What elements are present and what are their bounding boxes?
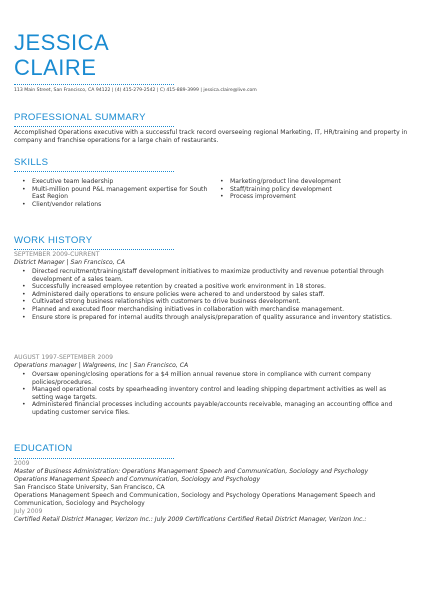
job-title: Operations manager | Walgreens, Inc | San Francisco, CA xyxy=(14,362,189,369)
education-year: July 2009 xyxy=(14,508,43,515)
job-title: District Manager | San Francisco, CA xyxy=(14,259,126,266)
divider xyxy=(14,458,174,459)
education-degree: Master of Business Administration: Operations Management Speech and Communication, Sociology and Psychology Operations Management Speech and Communication, Sociology and Psychology xyxy=(14,468,369,483)
job-bullet: • Managed operational costs by spearheading inventory control and leading shipping department activities as well as setting wage targets. xyxy=(14,386,394,401)
candidate-name xyxy=(14,30,109,80)
skill-item: • Staff/training policy development xyxy=(212,186,412,194)
skills-right-column xyxy=(212,178,412,201)
education-school: San Francisco State University, San Francisco, CA xyxy=(14,484,165,491)
skill-item: • Client/vendor relations xyxy=(14,201,214,209)
skills-heading: SKILLS xyxy=(14,157,49,168)
skill-item: • Marketing/product line development xyxy=(212,178,412,186)
skill-item: • Executive team leadership xyxy=(14,178,214,186)
summary-heading: PROFESSIONAL SUMMARY xyxy=(14,112,146,123)
education-year: 2009 xyxy=(14,460,30,467)
job-bullet: • Planned and executed floor merchandising initiatives in collaboration with merchandise management. xyxy=(14,306,394,314)
skills-left-column xyxy=(14,178,214,208)
certification: Certified Retail District Manager, Verizon Inc.: July 2009 Certifications Certified Retail District Manager, Verizon Inc.: xyxy=(14,516,367,523)
job-bullet: • Administered daily operations to ensure policies were achered to and understood by sales staff. xyxy=(14,291,394,299)
job-bullet: • Directed recruitment/training/staff development initiatives to maximize productivity and revenue potential through development of a sales team. xyxy=(14,268,394,283)
skill-item: • Multi-million pound P&L management expertise for South East Region xyxy=(14,186,214,201)
job-bullets xyxy=(14,268,394,321)
education-detail: Operations Management Speech and Communication, Sociology and Psychology Operations Management Speech and Communication, Sociology and Psychology xyxy=(14,492,376,507)
divider xyxy=(14,171,174,172)
divider xyxy=(14,249,174,250)
job-bullet: • Successfully increased employee retention by created a positive work environment in 18 stores. xyxy=(14,283,394,291)
work-heading: WORK HISTORY xyxy=(14,235,93,246)
skill-item: • Process improvement xyxy=(212,193,412,201)
job-bullet: • Cultivated strong business relationships with customers to drive business development. xyxy=(14,298,394,306)
job-bullet: • Administered financial processes including accounts payable/accounts receivable, managing an accounting office and updating customer service files. xyxy=(14,401,394,416)
education-heading: EDUCATION xyxy=(14,443,73,454)
divider xyxy=(14,84,174,85)
job-dates: AUGUST 1997-SEPTEMBER 2009 xyxy=(14,354,113,361)
contact-line: 113 Main Street, San Francisco, CA 94122 | (4) 415-279-2542 | C) 415-889-3999 | jessica.claire@live.com xyxy=(14,88,257,93)
job-dates: SEPTEMBER 2009-CURRENT xyxy=(14,251,100,258)
job-bullet: • Ensure store is prepared for internal audits through analysis/preparation of quality assurance and inventory statistics. xyxy=(14,314,394,322)
summary-text: Accomplished Operations executive with a successful track record overseeing regional Marketing, IT, HR/training and property in company and franchise operations for a large chain of restaurants. xyxy=(14,129,408,145)
job-bullet: • Oversaw opening/closing operations for a $4 million annual revenue store in compliance with current company policies/procedures. xyxy=(14,371,394,386)
first-name: JESSICA xyxy=(14,30,110,55)
last-name: CLAIRE xyxy=(14,55,97,80)
divider xyxy=(14,126,174,127)
job-bullets xyxy=(14,371,394,417)
